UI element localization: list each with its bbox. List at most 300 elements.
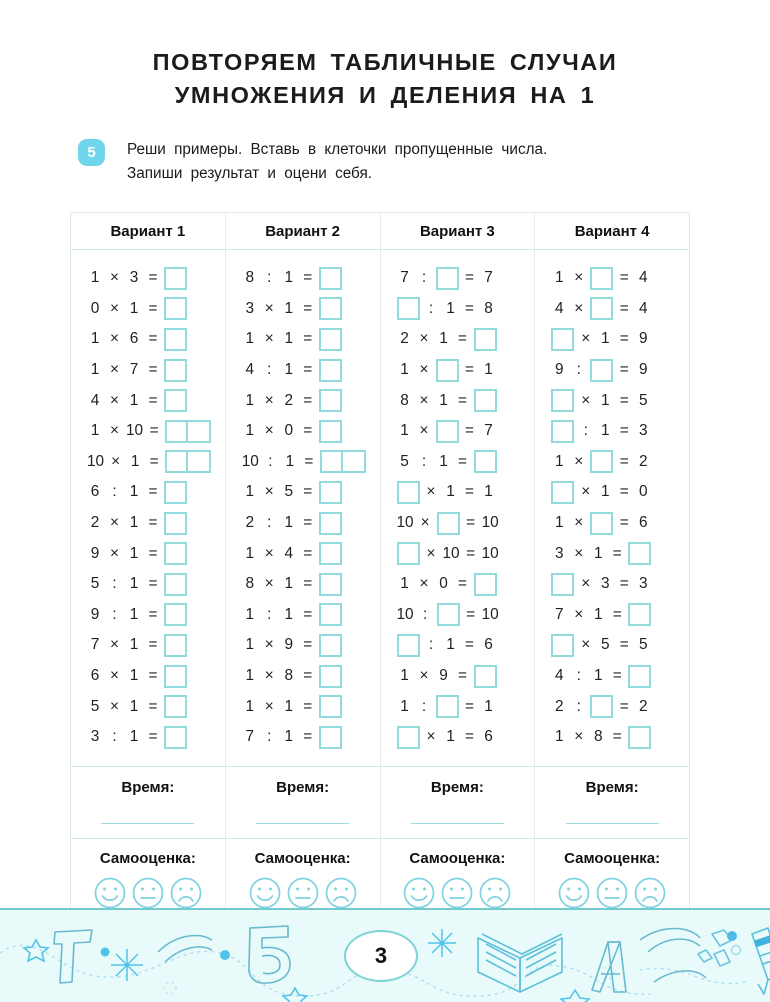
exercise-row bbox=[381, 691, 535, 722]
answer-box[interactable] bbox=[319, 603, 342, 626]
answer-box[interactable] bbox=[319, 481, 342, 504]
equals-sign: = bbox=[303, 422, 313, 440]
operand: 10 bbox=[241, 452, 259, 470]
answer-box[interactable] bbox=[628, 726, 651, 749]
equals-sign: = bbox=[303, 605, 313, 623]
sad-face-icon[interactable] bbox=[169, 876, 203, 910]
answer-box[interactable] bbox=[590, 450, 613, 473]
answer-box[interactable] bbox=[164, 481, 187, 504]
exercise-row bbox=[535, 569, 689, 600]
answer-box-wide[interactable] bbox=[320, 450, 366, 473]
operator: : bbox=[428, 299, 434, 317]
operand: 1 bbox=[554, 452, 564, 470]
book-icon bbox=[478, 934, 562, 992]
answer-box[interactable] bbox=[474, 450, 497, 473]
operator: × bbox=[574, 269, 584, 287]
happy-face-icon[interactable] bbox=[93, 876, 127, 910]
operand: 4 bbox=[90, 391, 100, 409]
equals-sign: = bbox=[619, 452, 629, 470]
answer-box[interactable] bbox=[164, 267, 187, 290]
equals-sign: = bbox=[612, 667, 622, 685]
operand: 1 bbox=[400, 667, 409, 685]
answer-box[interactable] bbox=[628, 542, 651, 565]
time-cell-1 bbox=[71, 767, 226, 838]
operand: 1 bbox=[245, 636, 255, 654]
operand: 4 bbox=[554, 667, 564, 685]
variants-table bbox=[70, 212, 690, 924]
equals-sign: = bbox=[148, 544, 158, 562]
operand: 1 bbox=[446, 728, 455, 746]
operand: 9 bbox=[90, 605, 100, 623]
operator: × bbox=[110, 269, 119, 287]
circle-icon bbox=[732, 946, 741, 955]
answer-box[interactable] bbox=[551, 573, 574, 596]
answer-box-wide[interactable] bbox=[165, 420, 211, 443]
snowflake-icon bbox=[111, 949, 143, 981]
time-cell-2 bbox=[226, 767, 381, 838]
answer-box[interactable] bbox=[164, 573, 187, 596]
exercise-row bbox=[226, 477, 380, 508]
operand: 6 bbox=[638, 514, 648, 532]
operator: × bbox=[581, 636, 591, 654]
answer-box[interactable] bbox=[164, 665, 187, 688]
answer-box[interactable] bbox=[319, 573, 342, 596]
operator: × bbox=[264, 636, 274, 654]
exercise-row bbox=[535, 722, 689, 753]
operand: 9 bbox=[638, 361, 648, 379]
operand: 5 bbox=[638, 636, 648, 654]
operator: × bbox=[574, 544, 584, 562]
operator: × bbox=[419, 361, 429, 379]
task-instruction bbox=[78, 138, 693, 186]
operand: 1 bbox=[600, 422, 610, 440]
time-label: Время: bbox=[585, 778, 639, 796]
operand: 10 bbox=[481, 544, 499, 562]
answer-box[interactable] bbox=[319, 297, 342, 320]
operand: 1 bbox=[284, 330, 294, 348]
exercise-row bbox=[226, 691, 380, 722]
operand: 1 bbox=[129, 667, 139, 685]
operand: 0 bbox=[638, 483, 648, 501]
operator: : bbox=[112, 728, 117, 746]
operand: 9 bbox=[638, 330, 648, 348]
operand: 0 bbox=[284, 422, 294, 440]
answer-box[interactable] bbox=[164, 512, 187, 535]
operator: × bbox=[574, 728, 584, 746]
exercise-row bbox=[226, 324, 380, 355]
operand: 3 bbox=[600, 575, 610, 593]
operator: × bbox=[264, 575, 274, 593]
page-title bbox=[0, 0, 770, 112]
column-header-1: Вариант 1 bbox=[71, 213, 226, 249]
exercise-row bbox=[381, 661, 535, 692]
operand: 1 bbox=[129, 544, 139, 562]
exercise-row bbox=[226, 538, 380, 569]
operand: 8 bbox=[245, 269, 255, 287]
answer-box[interactable] bbox=[590, 267, 613, 290]
equals-sign: = bbox=[303, 728, 313, 746]
operand: 6 bbox=[129, 330, 139, 348]
operator: : bbox=[422, 605, 428, 623]
operand: 6 bbox=[90, 667, 100, 685]
answer-box[interactable] bbox=[319, 542, 342, 565]
equals-sign: = bbox=[148, 514, 158, 532]
operand: 1 bbox=[90, 422, 100, 440]
operator: × bbox=[574, 514, 584, 532]
operand: 2 bbox=[284, 391, 294, 409]
equals-sign: = bbox=[303, 575, 313, 593]
operand: 1 bbox=[446, 636, 455, 654]
operand: 1 bbox=[484, 697, 493, 715]
exercise-row bbox=[226, 294, 380, 325]
swoosh-icon bbox=[158, 936, 212, 962]
operand: 3 bbox=[245, 299, 255, 317]
task-text-line-2: Запиши результат и оцени себя. bbox=[127, 165, 373, 182]
answer-box[interactable] bbox=[164, 328, 187, 351]
operand: 1 bbox=[245, 697, 255, 715]
operand: 1 bbox=[439, 391, 448, 409]
answer-box[interactable] bbox=[164, 634, 187, 657]
answer-box[interactable] bbox=[319, 328, 342, 351]
equals-sign: = bbox=[303, 636, 313, 654]
equals-sign: = bbox=[619, 391, 629, 409]
exercise-row bbox=[381, 263, 535, 294]
exercise-row bbox=[535, 661, 689, 692]
operator: : bbox=[421, 452, 427, 470]
operator: × bbox=[264, 422, 274, 440]
exercise-row bbox=[381, 538, 535, 569]
dot-icon bbox=[101, 948, 110, 957]
exercise-row bbox=[71, 385, 225, 416]
neutral-face-icon[interactable] bbox=[595, 876, 629, 910]
exercise-row bbox=[381, 416, 535, 447]
time-cell-3 bbox=[381, 767, 536, 838]
equals-sign: = bbox=[465, 422, 474, 440]
answer-box[interactable] bbox=[164, 603, 187, 626]
operand: 1 bbox=[129, 483, 139, 501]
answer-box[interactable] bbox=[590, 695, 613, 718]
exercise-row bbox=[71, 477, 225, 508]
exercise-row bbox=[535, 263, 689, 294]
answer-box[interactable] bbox=[551, 481, 574, 504]
operator: : bbox=[583, 422, 588, 440]
answer-box[interactable] bbox=[474, 573, 497, 596]
answer-box[interactable] bbox=[319, 695, 342, 718]
operand: 2 bbox=[400, 330, 409, 348]
exercise-row bbox=[226, 600, 380, 631]
title-line-2: УМНОЖЕНИЯ И ДЕЛЕНИЯ НА 1 bbox=[174, 82, 596, 108]
operand: 1 bbox=[90, 269, 100, 287]
happy-face-icon[interactable] bbox=[557, 876, 591, 910]
answer-box[interactable] bbox=[551, 634, 574, 657]
answer-box[interactable] bbox=[319, 359, 342, 382]
equals-sign: = bbox=[149, 422, 159, 440]
variant-column-1 bbox=[71, 250, 226, 766]
answer-box[interactable] bbox=[590, 359, 613, 382]
exercise-row bbox=[71, 569, 225, 600]
self-assessment-label: Самооценка: bbox=[409, 849, 506, 867]
exercise-row bbox=[71, 355, 225, 386]
exercise-row bbox=[535, 477, 689, 508]
column-header-3: Вариант 3 bbox=[381, 213, 536, 249]
star-icon bbox=[24, 940, 48, 961]
neutral-face-icon[interactable] bbox=[440, 876, 474, 910]
exercise-row bbox=[535, 294, 689, 325]
task-text-line-1: Реши примеры. Вставь в клеточки пропущенные числа. bbox=[127, 141, 548, 158]
operand: 1 bbox=[129, 391, 139, 409]
operand: 1 bbox=[600, 330, 610, 348]
operator: : bbox=[421, 697, 427, 715]
operand: 3 bbox=[90, 728, 100, 746]
answer-box[interactable] bbox=[397, 634, 420, 657]
operand: 4 bbox=[284, 544, 294, 562]
operand: 1 bbox=[245, 330, 255, 348]
variant-column-4 bbox=[535, 250, 689, 766]
operand: 4 bbox=[638, 269, 648, 287]
star-icon bbox=[561, 990, 589, 1002]
equals-sign: = bbox=[148, 269, 158, 287]
task-text bbox=[127, 138, 547, 186]
operator: : bbox=[576, 697, 581, 715]
exercise-row bbox=[535, 691, 689, 722]
operand: 6 bbox=[90, 483, 100, 501]
exercise-row bbox=[71, 294, 225, 325]
exercise-row bbox=[226, 630, 380, 661]
operator: × bbox=[110, 514, 119, 532]
operand: 10 bbox=[481, 605, 499, 623]
operand: 2 bbox=[638, 452, 648, 470]
neutral-face-icon[interactable] bbox=[286, 876, 320, 910]
equals-sign: = bbox=[465, 636, 474, 654]
operand: 1 bbox=[593, 544, 603, 562]
operand: 1 bbox=[400, 422, 409, 440]
answer-box[interactable] bbox=[436, 359, 459, 382]
operator: × bbox=[110, 667, 119, 685]
equals-sign: = bbox=[303, 514, 313, 532]
sad-face-icon[interactable] bbox=[633, 876, 667, 910]
equals-sign: = bbox=[303, 391, 313, 409]
exercise-row bbox=[226, 416, 380, 447]
happy-face-icon[interactable] bbox=[248, 876, 282, 910]
operand: 10 bbox=[481, 514, 499, 532]
answer-box[interactable] bbox=[551, 328, 574, 351]
exercise-row bbox=[71, 324, 225, 355]
operand: 1 bbox=[130, 452, 140, 470]
equals-sign: = bbox=[303, 269, 313, 287]
exercise-row bbox=[535, 324, 689, 355]
operand: 5 bbox=[90, 697, 100, 715]
operator: × bbox=[420, 514, 430, 532]
answer-box[interactable] bbox=[397, 297, 420, 320]
operand: 1 bbox=[245, 544, 255, 562]
operand: 1 bbox=[284, 514, 294, 532]
answer-box[interactable] bbox=[164, 359, 187, 382]
answer-box[interactable] bbox=[164, 542, 187, 565]
answer-box[interactable] bbox=[628, 665, 651, 688]
happy-face-icon[interactable] bbox=[402, 876, 436, 910]
answer-box[interactable] bbox=[436, 420, 459, 443]
operator: × bbox=[110, 422, 119, 440]
equals-sign: = bbox=[466, 544, 476, 562]
title-line-1: ПОВТОРЯЕМ ТАБЛИЧНЫЕ СЛУЧАИ bbox=[152, 49, 618, 75]
exercise-row bbox=[226, 385, 380, 416]
operand: 0 bbox=[90, 299, 100, 317]
equals-sign: = bbox=[466, 605, 476, 623]
times-sign-icon bbox=[698, 950, 730, 966]
answer-box[interactable] bbox=[436, 695, 459, 718]
equals-sign: = bbox=[466, 514, 476, 532]
operand: 8 bbox=[245, 575, 255, 593]
answer-box[interactable] bbox=[319, 389, 342, 412]
operator: × bbox=[426, 544, 436, 562]
answer-box[interactable] bbox=[319, 420, 342, 443]
operator: : bbox=[267, 728, 272, 746]
equals-sign: = bbox=[619, 575, 629, 593]
equals-sign: = bbox=[148, 575, 158, 593]
exercise-row bbox=[71, 600, 225, 631]
exercise-row bbox=[381, 569, 535, 600]
answer-box[interactable] bbox=[164, 695, 187, 718]
operand: 1 bbox=[90, 330, 100, 348]
equals-sign: = bbox=[303, 667, 313, 685]
answer-box[interactable] bbox=[397, 726, 420, 749]
operand: 9 bbox=[554, 361, 564, 379]
operand: 1 bbox=[129, 299, 139, 317]
equals-sign: = bbox=[148, 361, 158, 379]
letter-a-icon bbox=[592, 942, 626, 992]
answer-box[interactable] bbox=[397, 542, 420, 565]
exercise-row bbox=[535, 630, 689, 661]
operand: 10 bbox=[126, 422, 144, 440]
operand: 1 bbox=[129, 728, 139, 746]
answer-box[interactable] bbox=[164, 389, 187, 412]
exercise-row bbox=[71, 722, 225, 753]
operator: × bbox=[264, 544, 274, 562]
operator: : bbox=[428, 636, 434, 654]
time-label: Время: bbox=[276, 778, 330, 796]
answer-box[interactable] bbox=[437, 603, 460, 626]
equals-sign: = bbox=[619, 514, 629, 532]
equals-sign: = bbox=[148, 667, 158, 685]
operator: : bbox=[267, 269, 272, 287]
exercise-row bbox=[535, 385, 689, 416]
operand: 1 bbox=[439, 330, 448, 348]
answer-box[interactable] bbox=[551, 389, 574, 412]
operand: 1 bbox=[245, 391, 255, 409]
operator: : bbox=[576, 667, 581, 685]
answer-box[interactable] bbox=[319, 726, 342, 749]
task-number-badge: 5 bbox=[78, 139, 105, 166]
operator: : bbox=[267, 361, 272, 379]
neutral-face-icon[interactable] bbox=[131, 876, 165, 910]
pencil-icon bbox=[752, 928, 770, 994]
answer-box[interactable] bbox=[319, 665, 342, 688]
operator: : bbox=[267, 605, 272, 623]
time-write-line[interactable] bbox=[256, 823, 349, 824]
equals-sign: = bbox=[148, 605, 158, 623]
operand: 1 bbox=[284, 269, 294, 287]
operand: 2 bbox=[90, 514, 100, 532]
exercise-row bbox=[381, 722, 535, 753]
time-label: Время: bbox=[121, 778, 175, 796]
face-group bbox=[71, 876, 225, 910]
equals-sign: = bbox=[465, 299, 474, 317]
answer-box[interactable] bbox=[436, 267, 459, 290]
exercise-row bbox=[535, 600, 689, 631]
operand: 1 bbox=[554, 269, 564, 287]
answer-box[interactable] bbox=[437, 512, 460, 535]
operator: × bbox=[581, 575, 591, 593]
operator: : bbox=[112, 483, 117, 501]
exercise-row bbox=[535, 447, 689, 478]
answer-box[interactable] bbox=[590, 297, 613, 320]
operand: 3 bbox=[129, 269, 139, 287]
operator: : bbox=[112, 605, 117, 623]
answer-box[interactable] bbox=[474, 328, 497, 351]
answer-box[interactable] bbox=[628, 603, 651, 626]
operand: 1 bbox=[400, 575, 409, 593]
operand: 4 bbox=[638, 299, 648, 317]
operand: 2 bbox=[245, 514, 255, 532]
exercise-row bbox=[71, 538, 225, 569]
answer-box[interactable] bbox=[319, 512, 342, 535]
operator: × bbox=[419, 575, 429, 593]
time-write-line[interactable] bbox=[566, 823, 659, 824]
time-write-line[interactable] bbox=[101, 823, 194, 824]
answer-box[interactable] bbox=[319, 267, 342, 290]
operand: 1 bbox=[554, 514, 564, 532]
equals-sign: = bbox=[458, 667, 467, 685]
operand: 1 bbox=[129, 636, 139, 654]
answer-box[interactable] bbox=[164, 726, 187, 749]
operator: × bbox=[581, 391, 591, 409]
operand: 1 bbox=[284, 299, 294, 317]
operand: 4 bbox=[554, 299, 564, 317]
snowflake-icon bbox=[428, 929, 456, 957]
operator: × bbox=[574, 605, 584, 623]
sad-face-icon[interactable] bbox=[478, 876, 512, 910]
equals-sign: = bbox=[458, 391, 467, 409]
answer-box[interactable] bbox=[590, 512, 613, 535]
equals-sign: = bbox=[303, 299, 313, 317]
sad-face-icon[interactable] bbox=[324, 876, 358, 910]
equals-sign: = bbox=[303, 697, 313, 715]
equals-sign: = bbox=[619, 422, 629, 440]
operator: : bbox=[421, 269, 427, 287]
answer-box[interactable] bbox=[551, 420, 574, 443]
answer-box[interactable] bbox=[164, 297, 187, 320]
operand: 1 bbox=[245, 667, 255, 685]
exercise-row bbox=[535, 508, 689, 539]
operand: 5 bbox=[400, 452, 409, 470]
operand: 8 bbox=[400, 391, 409, 409]
self-assessment-label: Самооценка: bbox=[254, 849, 351, 867]
operand: 1 bbox=[245, 605, 255, 623]
time-cell-4 bbox=[535, 767, 689, 838]
answer-box-wide[interactable] bbox=[165, 450, 211, 473]
answer-box[interactable] bbox=[319, 634, 342, 657]
exercise-row bbox=[71, 508, 225, 539]
time-write-line[interactable] bbox=[411, 823, 504, 824]
operator: × bbox=[419, 422, 429, 440]
operand: 3 bbox=[638, 422, 648, 440]
operand: 1 bbox=[129, 605, 139, 623]
exercise-row bbox=[226, 569, 380, 600]
answer-box[interactable] bbox=[474, 665, 497, 688]
operand: 1 bbox=[129, 697, 139, 715]
answer-box[interactable] bbox=[474, 389, 497, 412]
answer-box[interactable] bbox=[397, 481, 420, 504]
